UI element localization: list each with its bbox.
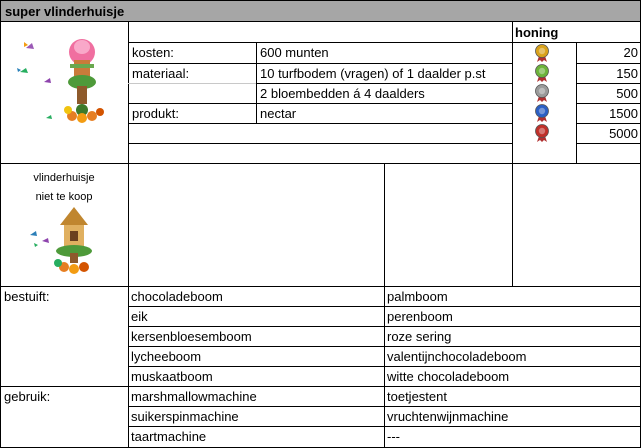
medal-icon xyxy=(534,64,550,82)
page-title: super vlinderhuisje xyxy=(0,0,641,22)
honing-header: honing xyxy=(515,25,559,40)
honing-level-1: 20 xyxy=(623,45,638,60)
honing-level-3: 500 xyxy=(616,86,638,101)
bestuift-right-4: valentijnchocoladeboom xyxy=(387,349,527,364)
medal-icon xyxy=(534,104,550,122)
honing-level-4: 1500 xyxy=(609,106,638,121)
bestuift-right-1: palmboom xyxy=(387,289,448,304)
bestuift-left-1: chocoladeboom xyxy=(131,289,223,304)
vlinderhuisje-label: vlinderhuisje xyxy=(33,172,95,184)
gebruik-left-3: taartmachine xyxy=(131,429,207,444)
kosten-label: kosten: xyxy=(132,45,174,60)
bestuift-left-2: eik xyxy=(131,309,148,324)
vlinderhuisje-image xyxy=(22,205,102,277)
niet-te-koop-label: niet te koop xyxy=(35,191,93,203)
bestuift-left-3: kersenbloesemboom xyxy=(131,329,252,344)
produkt-label: produkt: xyxy=(132,106,179,121)
bestuift-right-5: witte chocoladeboom xyxy=(387,369,510,384)
gebruik-left-2: suikerspinmachine xyxy=(131,409,239,424)
bestuift-left-4: lycheeboom xyxy=(131,349,202,364)
kosten-value: 600 munten xyxy=(260,45,329,60)
honing-level-2: 150 xyxy=(616,66,638,81)
bestuift-right-3: roze sering xyxy=(387,329,452,344)
gebruik-left-1: marshmallowmachine xyxy=(131,389,257,404)
gebruik-label: gebruik: xyxy=(4,389,51,404)
materiaal-value-2: 2 bloembedden á 4 daalders xyxy=(260,86,425,101)
gebruik-right-3: --- xyxy=(387,429,400,444)
gebruik-right-2: vruchtenwijnmachine xyxy=(387,409,509,424)
medal-icon xyxy=(534,124,550,142)
bestuift-left-5: muskaatboom xyxy=(131,369,213,384)
medal-icon xyxy=(534,84,550,102)
medal-icon xyxy=(534,44,550,62)
honing-level-5: 5000 xyxy=(609,126,638,141)
produkt-value: nectar xyxy=(260,106,297,121)
super-vlinderhuisje-image xyxy=(10,30,120,130)
materiaal-value-1: 10 turfbodem (vragen) of 1 daalder p.st xyxy=(260,66,486,81)
bestuift-right-2: perenboom xyxy=(387,309,453,324)
bestuift-label: bestuift: xyxy=(4,289,50,304)
materiaal-label: materiaal: xyxy=(132,66,190,81)
gebruik-right-1: toetjestent xyxy=(387,389,447,404)
